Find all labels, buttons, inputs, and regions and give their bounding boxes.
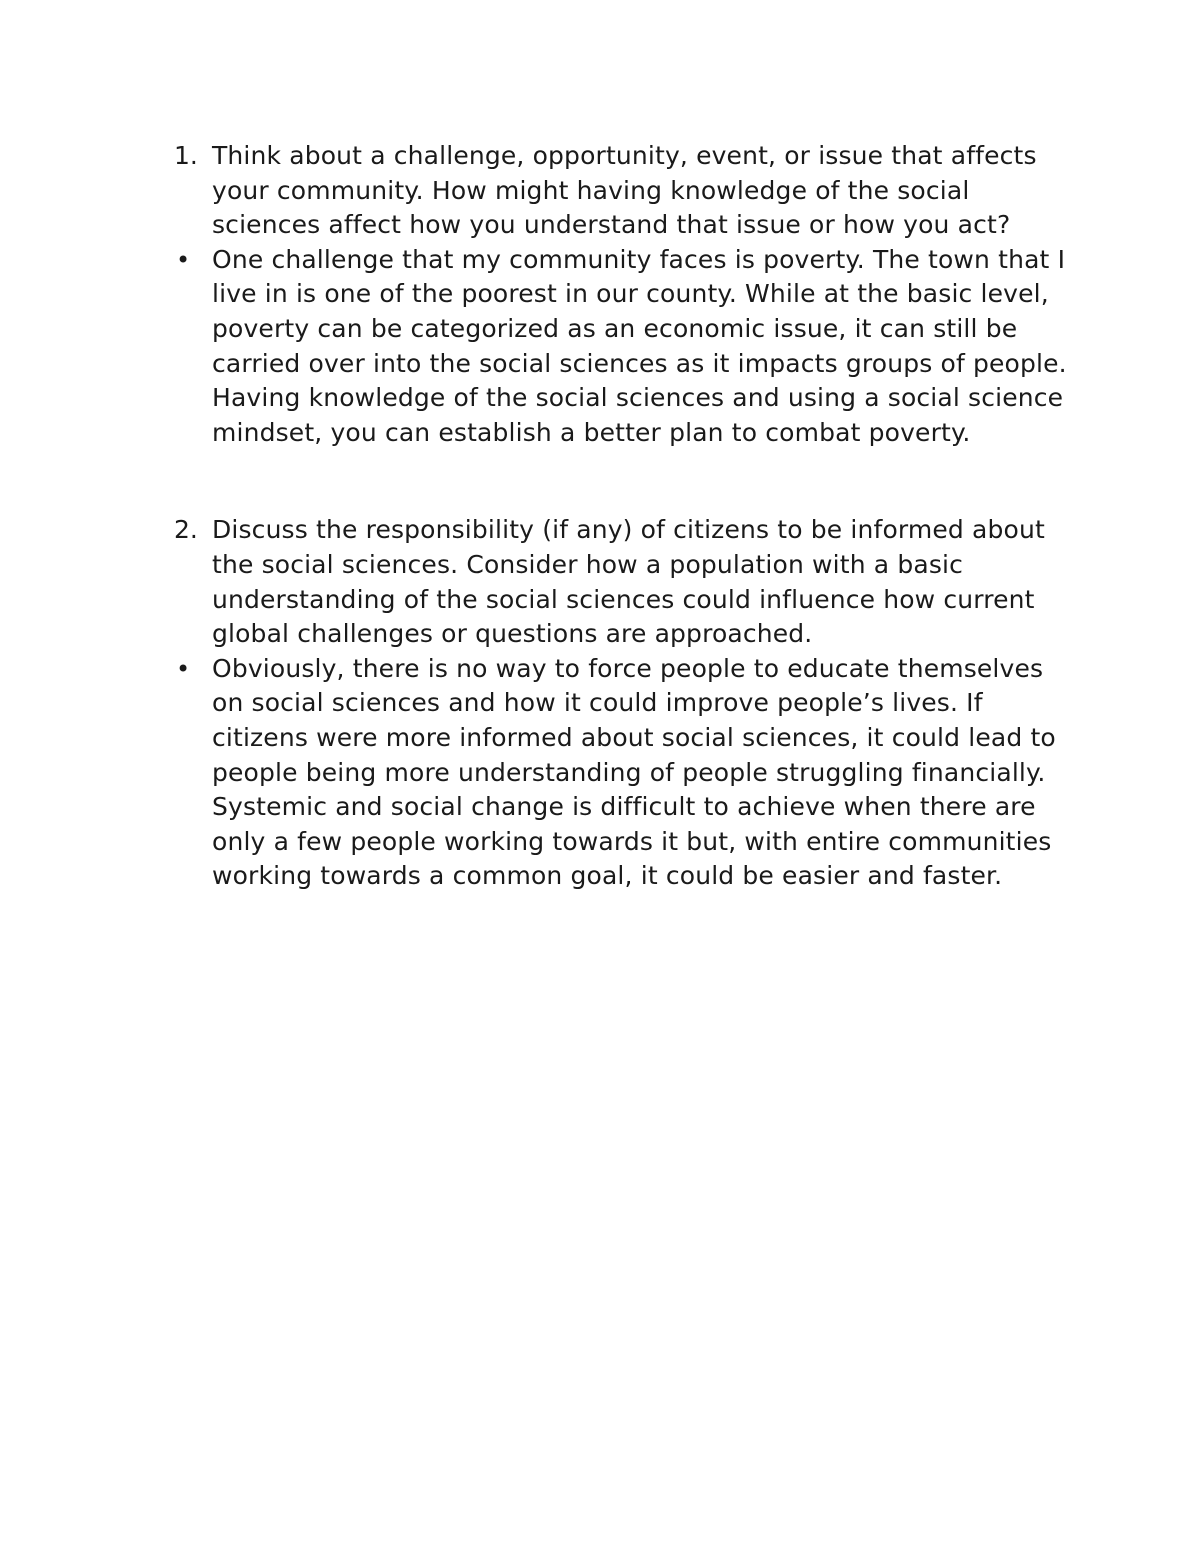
bullet-icon: • — [176, 654, 191, 683]
bullet-icon: • — [176, 245, 191, 274]
answer-text: Obviously, there is no way to force people to educate themselves on social sciences and how it could improve people’s lives. If citizens were more informed about social sciences, it could lead to people being more understanding of people struggling financially. Systemic and social change is difficult to achieve when there are only a few people working towards it but, with entire communities working towards a common goal, it could be easier and faster. — [212, 653, 1056, 891]
question-text: Think about a challenge, opportunity, event, or issue that affects your community. How might having knowledge of the social sciences affect how you understand that issue or how you act? — [212, 141, 1037, 240]
question-text: Discuss the responsibility (if any) of citizens to be informed about the social sciences. Consider how a population with a basic understanding of the social sciences could influence how current global challenges or questions are approached. — [212, 515, 1045, 649]
list-number: 2. — [174, 515, 198, 545]
answer-text: One challenge that my community faces is poverty. The town that I live in is one of the poorest in our county. While at the basic level, poverty can be categorized as an economic issue, it can still be carried over into the social sciences as it impacts groups of people. Having knowledge of the social sciences and using a social science mindset, you can establish a better plan to combat poverty. — [212, 244, 1067, 447]
document-body — [0, 139, 1200, 894]
answer-1 — [0, 243, 1200, 451]
section-divider-space — [0, 450, 1200, 513]
answer-2 — [0, 652, 1200, 894]
question-2 — [0, 513, 1200, 651]
question-1 — [0, 139, 1200, 243]
list-number: 1. — [174, 141, 198, 170]
